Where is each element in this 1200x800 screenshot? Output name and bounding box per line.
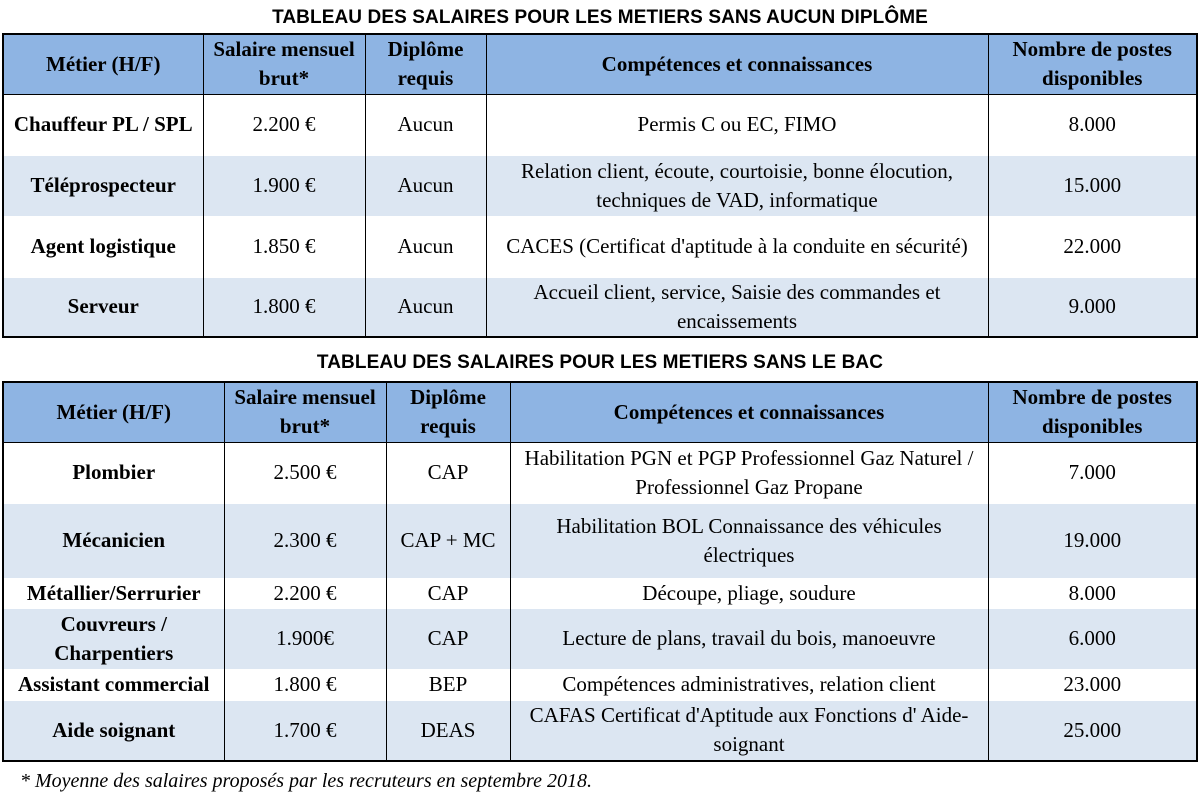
cell-competences: Habilitation BOL Connaissance des véhicules électriques [510,503,988,578]
header-competences: Compétences et connaissances [510,382,988,442]
table-row [3,442,1197,503]
cell-metier: Chauffeur PL / SPL [3,94,203,155]
table-row [3,503,1197,578]
cell-salaire: 2.200 € [224,578,386,608]
cell-diplome: Aucun [365,155,486,216]
cell-metier: Aide soignant [3,700,224,761]
header-competences: Compétences et connaissances [486,34,988,94]
cell-postes: 8.000 [988,578,1197,608]
cell-metier: Mécanicien [3,503,224,578]
cell-metier: Plombier [3,442,224,503]
header-metier: Métier (H/F) [3,34,203,94]
cell-diplome: Aucun [365,277,486,337]
table-header-row [3,34,1197,94]
cell-diplome: Aucun [365,216,486,277]
cell-salaire: 1.900 € [203,155,365,216]
cell-salaire: 1.800 € [224,669,386,700]
cell-metier: Téléprospecteur [3,155,203,216]
cell-metier: Agent logistique [3,216,203,277]
cell-competences: CACES (Certificat d'aptitude à la conduite en sécurité) [486,216,988,277]
cell-postes: 15.000 [988,155,1197,216]
table1-title: TABLEAU DES SALAIRES POUR LES METIERS SANS AUCUN DIPLÔME [272,7,928,28]
cell-competences: Relation client, écoute, courtoisie, bonne élocution, techniques de VAD, informatique [486,155,988,216]
cell-metier: Métallier/Serrurier [3,578,224,608]
cell-postes: 25.000 [988,700,1197,761]
cell-competences: Lecture de plans, travail du bois, manoeuvre [510,608,988,669]
cell-diplome: CAP [386,578,510,608]
cell-salaire: 1.800 € [203,277,365,337]
cell-competences: Accueil client, service, Saisie des commandes et encaissements [486,277,988,337]
header-salaire: Salaire mensuel brut* [203,34,365,94]
cell-diplome: BEP [386,669,510,700]
header-metier: Métier (H/F) [3,382,224,442]
table-row [3,94,1197,155]
cell-competences: CAFAS Certificat d'Aptitude aux Fonctions d' Aide-soignant [510,700,988,761]
table-row [3,155,1197,216]
cell-diplome: CAP [386,608,510,669]
table-row [3,700,1197,761]
cell-postes: 8.000 [988,94,1197,155]
header-salaire: Salaire mensuel brut* [224,382,386,442]
cell-postes: 6.000 [988,608,1197,669]
cell-metier: Assistant commercial [3,669,224,700]
cell-postes: 23.000 [988,669,1197,700]
salary-table-no-diploma [2,33,1198,338]
table-row [3,669,1197,700]
header-postes: Nombre de postes disponibles [988,382,1197,442]
cell-diplome: Aucun [365,94,486,155]
table-header-row [3,382,1197,442]
header-diplome: Diplôme requis [365,34,486,94]
cell-competences: Découpe, pliage, soudure [510,578,988,608]
cell-competences: Compétences administratives, relation client [510,669,988,700]
table-row [3,578,1197,608]
cell-diplome: CAP [386,442,510,503]
cell-diplome: CAP + MC [386,503,510,578]
header-postes: Nombre de postes disponibles [988,34,1197,94]
salary-table-no-bac [2,381,1198,762]
table-row [3,216,1197,277]
cell-metier: Serveur [3,277,203,337]
cell-metier: Couvreurs / Charpentiers [3,608,224,669]
footnote: * Moyenne des salaires proposés par les recruteurs en septembre 2018. [20,770,592,792]
cell-competences: Habilitation PGN et PGP Professionnel Gaz Naturel / Professionnel Gaz Propane [510,442,988,503]
table2-title: TABLEAU DES SALAIRES POUR LES METIERS SANS LE BAC [316,352,884,373]
cell-salaire: 2.300 € [224,503,386,578]
cell-salaire: 1.900€ [224,608,386,669]
cell-salaire: 2.200 € [203,94,365,155]
cell-salaire: 1.850 € [203,216,365,277]
cell-postes: 19.000 [988,503,1197,578]
cell-competences: Permis C ou EC, FIMO [486,94,988,155]
cell-postes: 22.000 [988,216,1197,277]
cell-salaire: 1.700 € [224,700,386,761]
header-diplome: Diplôme requis [386,382,510,442]
cell-diplome: DEAS [386,700,510,761]
cell-salaire: 2.500 € [224,442,386,503]
table-row [3,277,1197,337]
table-row [3,608,1197,669]
cell-postes: 9.000 [988,277,1197,337]
cell-postes: 7.000 [988,442,1197,503]
